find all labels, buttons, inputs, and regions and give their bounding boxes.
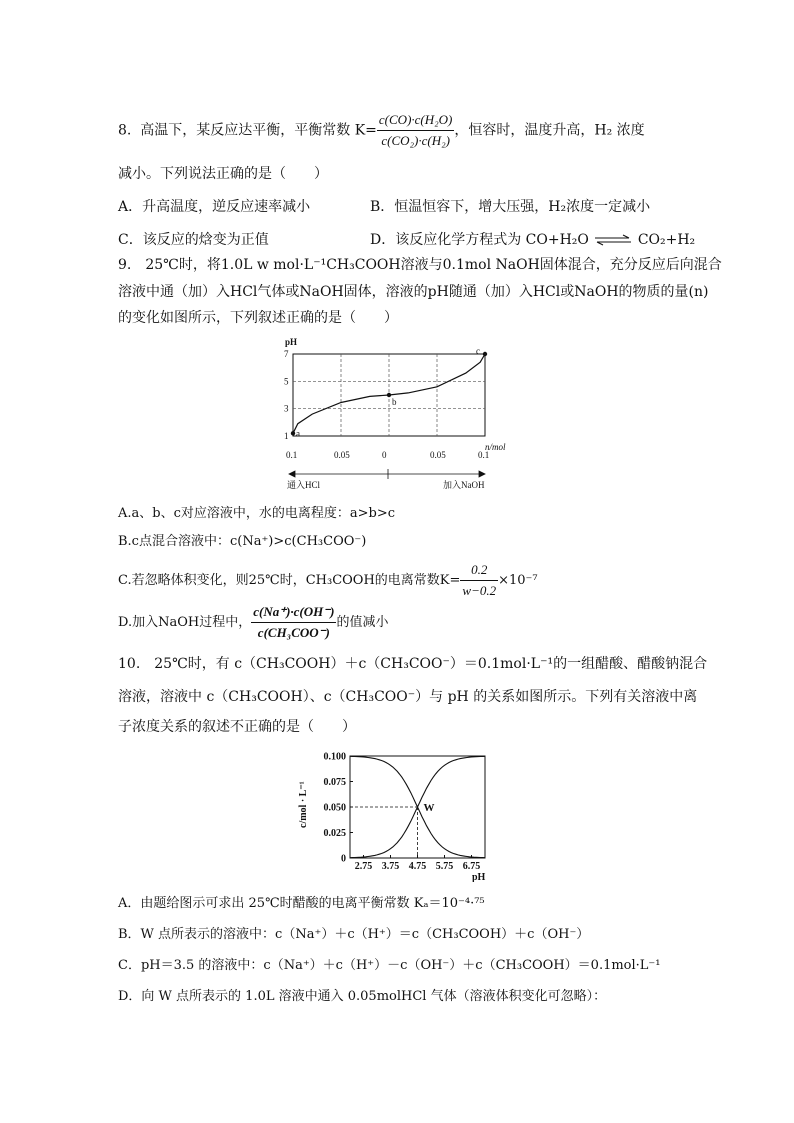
- chart1-xtick: 0: [382, 450, 387, 460]
- q9-stem-line3: 的变化如图所示，下列叙述正确的是（ ）: [118, 310, 398, 326]
- q8-stem-line1: [118, 112, 645, 149]
- chart1-xtick: 0.05: [430, 450, 446, 460]
- q8-stem-line2: 减小。下列说法正确的是（ ）: [118, 166, 328, 182]
- q9-option-a: A.a、b、c对应溶液中，水的电离程度：a>b>c: [118, 506, 396, 521]
- q10-option-d: D．向 W 点所表示的 1.0L 溶液中通入 0.05molHCl 气体（溶液体积变化可忽略）：: [118, 989, 607, 1004]
- q10-stem-line1: 10. 25℃时，有 c（CH₃COOH）＋c（CH₃COO⁻）＝0.1mol·L⁻¹的一组醋酸、醋酸钠混合: [118, 656, 708, 672]
- chart2-xtick: 4.75: [408, 861, 427, 872]
- chart1-point-c: [483, 352, 487, 356]
- chart2-xtick: 5.75: [435, 861, 454, 872]
- equilibrium-arrow-icon: [593, 234, 633, 246]
- chart2-xtick: 6.75: [462, 861, 481, 872]
- chart1-point-a: [291, 431, 295, 435]
- chart1-xtick: 0.1: [478, 450, 490, 460]
- q10-stem-line2: 溶液，溶液中 c（CH₃COOH）、c（CH₃COO⁻）与 pH 的关系如图所示。下列有关溶液中离: [118, 689, 698, 705]
- chart1-arrow-right-label: 加入NaOH: [443, 480, 485, 490]
- q8-option-a: A．升高温度，逆反应速率减小: [118, 199, 311, 215]
- chart2-ytick: 0.025: [323, 828, 346, 839]
- q9-option-d: D.加入NaOH过程中， $\frac{c(Na^+)\cdot c(OH^-)}{\text{c(CH₃COO⁻)}}$ 的值减小: [118, 604, 389, 640]
- chart2-xtick: 3.75: [381, 861, 400, 872]
- chart1-xtick: 0.05: [334, 450, 350, 460]
- q8-option-b: B．恒温恒容下，增大压强，H₂浓度一定减小: [370, 199, 651, 215]
- chart1-point-b: [387, 393, 391, 397]
- q8-option-c: C．该反应的焓变为正值: [118, 232, 269, 248]
- q8-number: 8.: [118, 122, 132, 139]
- chart2-point-label-w: W: [423, 802, 435, 814]
- q8-k-fraction: $\frac{\text{c(CO)·c(H₂O)}}{\text{c(CO₂)·c(H₂)}}$: [378, 112, 453, 148]
- chart2-ylabel: c/mol · L⁻¹: [298, 781, 309, 828]
- chart2-xtick: 2.75: [354, 861, 373, 872]
- chart1-left-arrow-icon: [289, 471, 295, 477]
- chart2-ytick: 0: [341, 853, 346, 865]
- q9-option-c: C.若忽略体积变化，则25℃时，CH₃COOH的电离常数K= $\frac{0.2}{w-0.2}$ ×10⁻⁷: [118, 562, 538, 598]
- q8-stem-b: ，恒容时，温度升高，H₂ 浓度: [454, 122, 645, 139]
- q8-stem-a: 高温下，某反应达平衡，平衡常数 K=: [140, 122, 377, 139]
- chart1-ytick: 5: [284, 376, 289, 387]
- q10-stem-line3: 子浓度关系的叙述不正确的是（ ）: [118, 719, 356, 735]
- q10-option-c: C．pH＝3.5 的溶液中：c（Na⁺）＋c（H⁺）－c（OH⁻）＋c（CH₃COOH）＝0.1mol·L⁻¹: [118, 958, 661, 973]
- chart1-ytick: 3: [284, 403, 289, 414]
- chart1-xlabel: n/mol: [485, 442, 506, 452]
- q9-ratio-fraction: $\frac{c(Na^+)\cdot c(OH^-)}{\text{c(CH₃COO⁻)}}$: [253, 604, 335, 640]
- q8-option-d: D．该反应化学方程式为 CO+H₂O CO₂+H₂: [370, 232, 696, 248]
- q9-option-b: B.c点混合溶液中：c(Na⁺)>c(CH₃COO⁻): [118, 534, 367, 549]
- chart1-ylabel: pH: [285, 337, 298, 347]
- ph-titration-chart: [275, 336, 515, 496]
- chart2-xlabel: pH: [472, 872, 486, 882]
- q10-option-b: B．W 点所表示的溶液中：c（Na⁺）＋c（H⁺）＝c（CH₃COOH）＋c（OH⁻）: [118, 927, 590, 942]
- chart1-ytick: 7: [284, 349, 289, 359]
- q10-option-a: A．由题给图示可求出 25℃时醋酸的电离平衡常数 Kₐ＝10⁻⁴·⁷⁵: [118, 896, 485, 911]
- chart1-ytick: 1: [284, 431, 289, 441]
- q9-stem-line2: 溶液中通（加）入HCl气体或NaOH固体，溶液的pH随通（加）入HCl或NaOH的物质的量(n): [118, 284, 709, 300]
- chart1-arrow-left-label: 通入HCl: [287, 480, 321, 490]
- chart1-point-label-a: a: [296, 428, 300, 439]
- q9-ka-fraction: $\frac{0.2}{w-0.2}$: [462, 562, 497, 598]
- chart1-right-arrow-icon: [479, 471, 485, 477]
- chart1-point-label-c: c: [476, 346, 480, 356]
- chart2-ytick: 0.050: [323, 802, 346, 814]
- q9-stem-line1: 9. 25℃时，将1.0L w mol·L⁻¹CH₃COOH溶液与0.1mol NaOH固体混合，充分反应后向混合: [118, 257, 722, 273]
- concentration-ph-chart: [292, 742, 522, 882]
- chart2-ytick: 0.100: [323, 751, 346, 763]
- chart2-ytick: 0.075: [323, 777, 346, 788]
- chart1-point-label-b: b: [392, 397, 397, 407]
- chart1-xtick: 0.1: [286, 450, 298, 460]
